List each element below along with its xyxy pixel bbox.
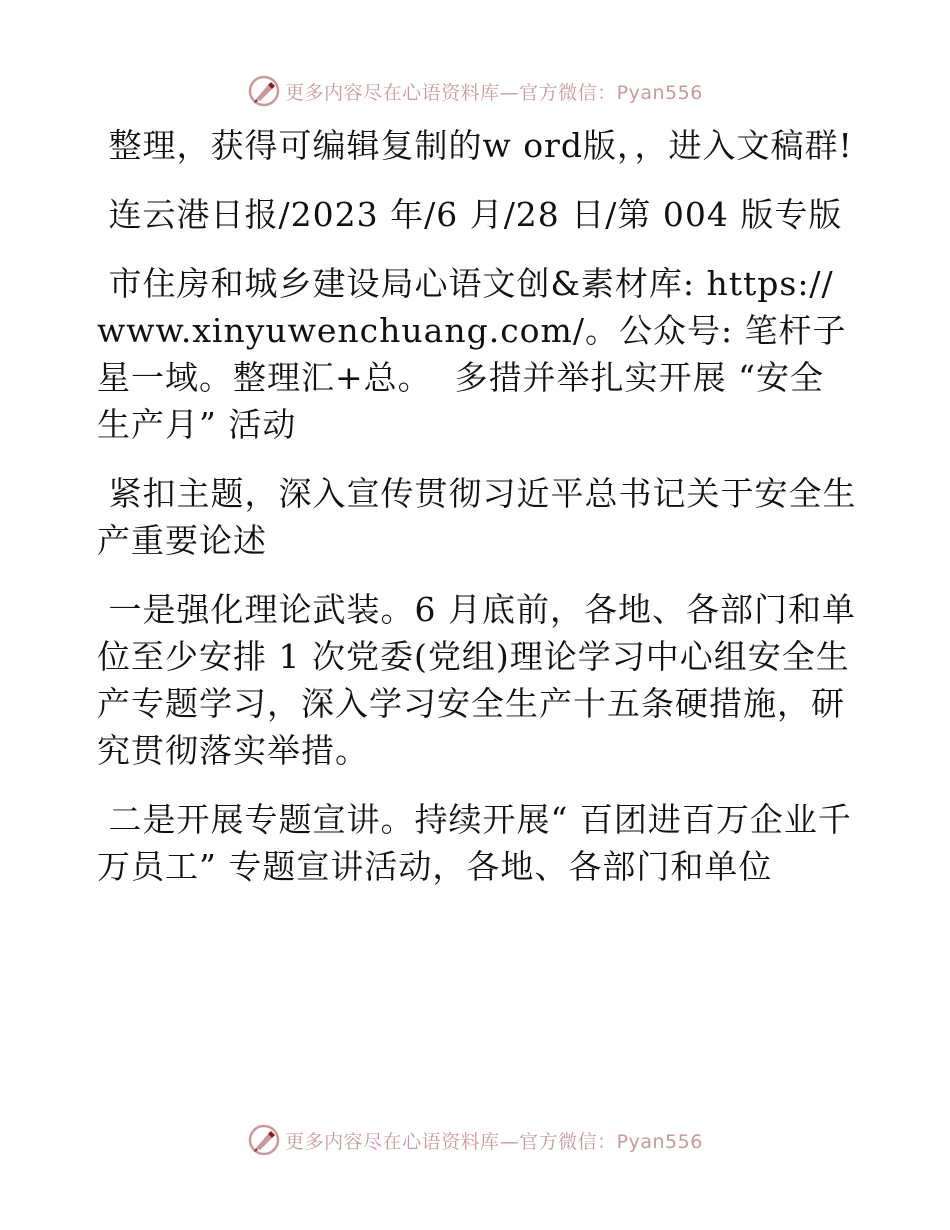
header-watermark: [0, 71, 950, 111]
document-body: [97, 122, 857, 890]
header-watermark-text: 更多内容尽在心语资料库—官方微信：Pyan556: [285, 81, 703, 104]
pen-logo-icon: [247, 1123, 281, 1157]
footer-watermark: [0, 1120, 950, 1160]
paragraph-theme: 紧扣主题，深入宣传贯彻习近平总书记关于安全生产重要论述: [97, 474, 857, 560]
pen-logo-icon: [247, 74, 281, 108]
paragraph-point-two: 二是开展专题宣讲。持续开展“ 百团进百万企业千万员工” 专题宣讲活动，各地、各部门和单位: [97, 800, 852, 886]
paragraph-intro: 整理，获得可编辑复制的w ord版，，进入文稿群!: [97, 126, 853, 165]
paragraph-point-one: 一是强化理论武装。6 月底前，各地、各部门和单位至少安排 1 次党委(党组)理论学习中心组安全生产专题学习，深入学习安全生产十五条硬措施，研究贯彻落实举措。: [97, 590, 856, 770]
paragraph-source: 连云港日报/2023 年/6 月/28 日/第 004 版专版: [97, 195, 843, 234]
footer-watermark-text: 更多内容尽在心语资料库—官方微信：Pyan556: [285, 1130, 703, 1153]
paragraph-bureau: 市住房和城乡建设局心语文创&素材库: https://www.xinyuwenchuang.com/。公众号: 笔杆子星一域。整理汇+总。 多措并举扎实开展 “安全生产月” 活动: [97, 264, 847, 444]
